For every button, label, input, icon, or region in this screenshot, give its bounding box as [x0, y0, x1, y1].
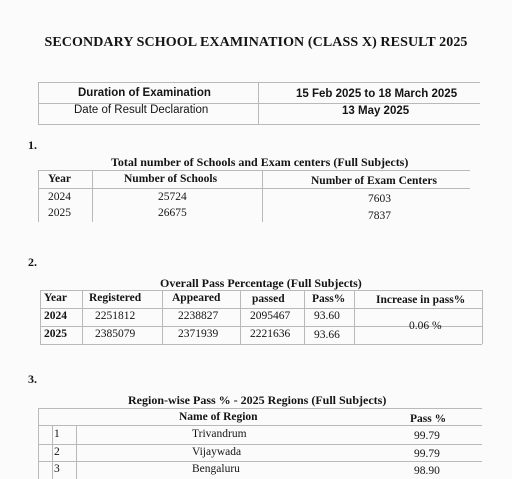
table-cell: 98.90 — [414, 465, 440, 477]
table-cell: 2024 — [44, 310, 67, 322]
table-cell: 99.79 — [414, 448, 440, 460]
page-title: SECONDARY SCHOOL EXAMINATION (CLASS X) RESULT 2025 — [44, 35, 468, 50]
result-date-value: 13 May 2025 — [342, 105, 410, 117]
col-header-registered: Registered — [89, 292, 142, 304]
table-cell: 2025 — [44, 328, 67, 340]
col-header-increase: Increase in pass% — [376, 294, 466, 306]
result-date-label: Date of Result Declaration — [74, 104, 209, 116]
table-cell: 2221636 — [250, 328, 291, 340]
col-header-centers: Number of Exam Centers — [311, 175, 437, 187]
table-cell: Trivandrum — [192, 428, 247, 440]
table-cell: 7603 — [368, 193, 391, 205]
table-cell: 2385079 — [95, 328, 136, 340]
table-cell: 93.66 — [314, 329, 340, 341]
col-header-pass-percent: Pass % — [410, 413, 447, 425]
table-cell: 2251812 — [95, 310, 136, 322]
section-2-number: 2. — [28, 255, 37, 269]
duration-label: Duration of Examination — [78, 87, 211, 99]
table-cell: 7837 — [368, 210, 391, 222]
col-header-appeared: Appeared — [172, 292, 221, 304]
table-cell: Vijaywada — [192, 446, 242, 458]
col-header-year: Year — [44, 292, 67, 304]
table-cell: 1 — [54, 428, 60, 440]
table-cell: 26675 — [158, 207, 187, 219]
increase-value: 0.06 % — [409, 320, 442, 332]
col-header-region: Name of Region — [179, 411, 258, 423]
section-3-caption: Region-wise Pass % - 2025 Regions (Full Subjects) — [128, 393, 387, 407]
col-header-passed: passed — [252, 293, 285, 305]
table-cell: 2 — [54, 446, 60, 458]
table-cell: 3 — [54, 463, 60, 475]
table-cell: 2025 — [48, 207, 71, 219]
section-1-caption: Total number of Schools and Exam centers (Full Subjects) — [111, 155, 409, 169]
section-1-number: 1. — [28, 138, 37, 152]
table-cell: 2095467 — [250, 310, 291, 322]
table-cell: 99.79 — [414, 430, 440, 442]
col-header-year: Year — [48, 173, 71, 185]
table-cell: 25724 — [158, 191, 187, 203]
duration-value: 15 Feb 2025 to 18 March 2025 — [296, 88, 458, 100]
table-cell: 2024 — [48, 191, 71, 203]
col-header-pass-percent: Pass% — [312, 293, 346, 305]
table-cell: 93.60 — [314, 310, 340, 322]
table-cell: 2371939 — [178, 328, 219, 340]
col-header-schools: Number of Schools — [124, 173, 218, 185]
section-3-number: 3. — [28, 372, 37, 386]
table-cell: Bengaluru — [192, 463, 240, 475]
table-cell: 2238827 — [178, 310, 219, 322]
section-2-caption: Overall Pass Percentage (Full Subjects) — [160, 276, 362, 290]
